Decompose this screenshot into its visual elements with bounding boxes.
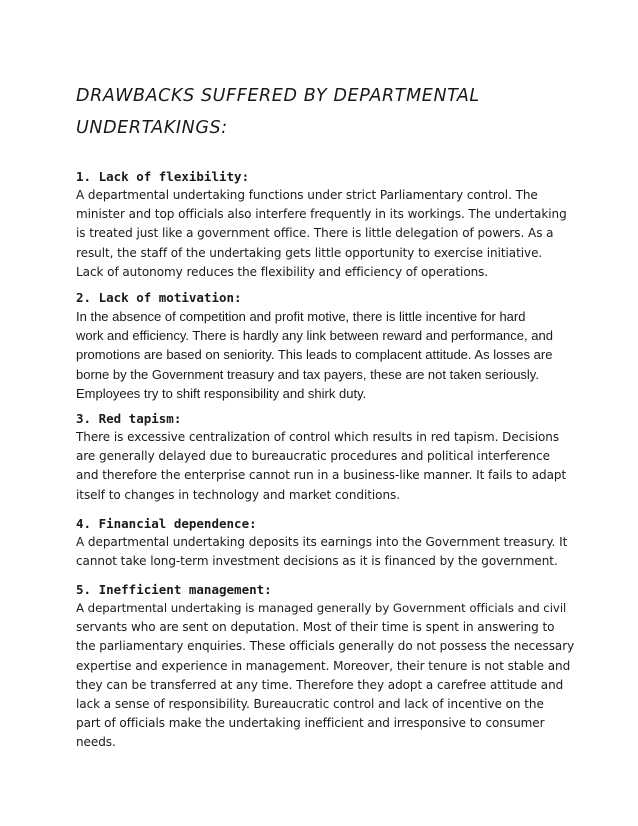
- body-line: borne by the Government treasury and tax payers, these are not taken seriously.: [76, 366, 539, 382]
- body-line: the parliamentary enquiries. These officials generally do not possess the necessary: [76, 639, 575, 654]
- body-line: expertise and experience in management. Moreover, their tenure is not stable and: [76, 658, 571, 673]
- body-line: minister and top officials also interfere frequently in its workings. The undertaking: [76, 207, 567, 222]
- section-body: [76, 428, 576, 505]
- body-line: A departmental undertaking is managed generally by Government officials and civil: [76, 601, 567, 615]
- section-heading: 3. Red tapism:: [76, 411, 182, 426]
- body-line: they can be transferred at any time. Therefore they adopt a carefree attitude and: [76, 677, 564, 692]
- body-line: is treated just like a government office. There is little delegation of powers. As a: [76, 226, 554, 241]
- title-line-1: DRAWBACKS SUFFERED BY DEPARTMENTAL: [76, 86, 480, 106]
- document-title: [76, 80, 576, 144]
- body-line: result, the staff of the undertaking gets little opportunity to exercise initiative.: [76, 245, 543, 260]
- body-line: lack a sense of responsibility. Bureaucratic control and lack of incentive on the: [76, 697, 544, 712]
- body-line: promotions are based on seniority. This leads to complacent attitude. As losses are: [76, 347, 553, 363]
- body-line: In the absence of competition and profit motive, there is little incentive for hard: [76, 309, 526, 324]
- title-line-2: UNDERTAKINGS:: [76, 118, 228, 138]
- section-lack-of-motivation: [76, 288, 576, 403]
- body-line: itself to changes in technology and market conditions.: [76, 487, 400, 502]
- body-line: A departmental undertaking deposits its earnings into the Government treasury. It: [76, 535, 568, 549]
- body-line: part of officials make the undertaking inefficient and irresponsive to consumer: [76, 716, 545, 731]
- section-financial-dependence: [76, 514, 576, 571]
- body-line: are generally delayed due to bureaucratic procedures and political interference: [76, 449, 550, 464]
- section-heading: 2. Lack of motivation:: [76, 290, 242, 305]
- body-line: work and efficiency. There is hardly any link between reward and performance, and: [76, 328, 553, 344]
- body-line: servants who are sent on deputation. Most of their time is spent in answering to: [76, 620, 555, 635]
- section-heading: 5. Inefficient management:: [76, 582, 272, 597]
- body-line: and therefore the enterprise cannot run in a business-like manner. It fails to adapt: [76, 468, 567, 483]
- body-line: needs.: [76, 735, 116, 750]
- section-body: [76, 307, 576, 403]
- section-body: [76, 599, 576, 753]
- section-heading: 4. Financial dependence:: [76, 516, 257, 531]
- body-line: A departmental undertaking functions under strict Parliamentary control. The: [76, 188, 538, 202]
- body-line: Employees try to shift responsibility and shirk duty.: [76, 385, 367, 401]
- body-line: cannot take long-term investment decisions as it is financed by the government.: [76, 554, 558, 569]
- section-lack-of-flexibility: [76, 167, 576, 282]
- section-heading: 1. Lack of flexibility:: [76, 169, 250, 184]
- section-red-tapism: [76, 409, 576, 505]
- section-body: [76, 533, 576, 571]
- body-line: Lack of autonomy reduces the flexibility and efficiency of operations.: [76, 264, 489, 279]
- body-line: There is excessive centralization of control which results in red tapism. Decisions: [76, 430, 560, 444]
- section-inefficient-management: [76, 580, 576, 753]
- section-body: [76, 186, 576, 282]
